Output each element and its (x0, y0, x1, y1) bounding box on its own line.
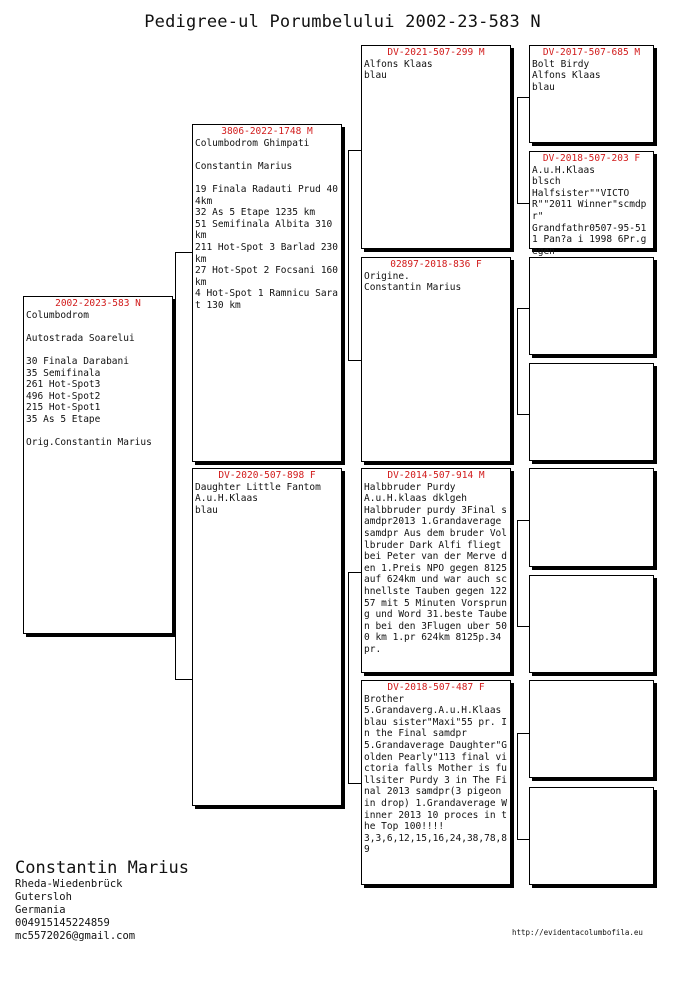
connector (175, 252, 176, 680)
connector (348, 783, 361, 784)
ring-number: DV-2018-507-203 F (542, 153, 641, 164)
pigeon-details: Columbodrom Ghimpati Constantin Marius 19 Finala Radauti Prud 404km 32 As 5 Etape 1235 km 51 Semifinala Albita 310 km 211 Hot-Spot 3 Barlad 230 km 27 Hot-Spot 2 Focsani 160 km 4 Hot-Spot 1 Ramnicu Sarat 130 km (195, 137, 338, 311)
pigeon-card-gen3-4[interactable] (529, 363, 654, 461)
pigeon-card-dam-sire[interactable] (361, 468, 511, 673)
connector (348, 360, 361, 361)
connector (348, 572, 349, 783)
pigeon-card-sire-dam[interactable] (361, 257, 511, 462)
connector (348, 150, 349, 360)
pigeon-details: Halbbruder Purdy A.u.H.klaas dklgeh Halbbruder purdy 3Final samdpr2013 1.Grandaverage samdpr Aus dem bruder Vollbruder Dark Alfi fliegt bei Peter van der Merve den 1.Preis NPO gegen 8125 auf 624km und war auch schnellste Tauben gegen 12257 mit 5 Minuten Vorsprung und Word 31.beste Tauben bei den 3Flugen uber 500 km 1.pr 624km 8125p.34 pr. (364, 481, 507, 655)
pigeon-card-sire[interactable] (192, 124, 342, 462)
connector (517, 733, 529, 734)
pigeon-card-gen3-7[interactable] (529, 680, 654, 778)
owner-phone: 004915145224859 (15, 917, 110, 929)
connector (175, 679, 192, 680)
pigeon-card-subject[interactable] (23, 296, 173, 634)
owner-info (15, 858, 189, 943)
connector (517, 308, 518, 414)
connector (517, 308, 529, 309)
connector (517, 626, 529, 627)
ring-number: DV-2014-507-914 M (387, 470, 485, 481)
owner-region: Gutersloh (15, 891, 72, 903)
pigeon-card-gen3-8[interactable] (529, 787, 654, 885)
owner-email[interactable]: mc5572026@gmail.com (15, 930, 136, 942)
connector (517, 839, 529, 840)
connector (348, 572, 361, 573)
pigeon-card-gen3-2[interactable] (529, 151, 654, 257)
pigeon-card-dam[interactable] (192, 468, 342, 806)
ring-number: DV-2020-507-898 F (218, 470, 316, 481)
ring-number: 02897-2018-836 F (390, 259, 482, 270)
pigeon-details: Alfons Klaas blau (364, 58, 433, 82)
pigeon-details: Columbodrom Autostrada Soarelui 30 Finala Darabani 35 Semifinala 261 Hot-Spot3 496 Hot-Spot2 215 Hot-Spot1 35 As 5 Etape Orig.Constantin Marius (26, 309, 152, 449)
connector (517, 733, 518, 839)
pigeon-details: Brother 5.Grandaverg.A.u.H.Klaas blau sister"Maxi"55 pr. In the Final samdpr 5.Grandaverage Daughter"Golden Pearly"113 final victoria falls Mother is fullsiter Purdy 3 in The Final 2013 samdpr(3 pigeon in drop) 1.Grandaverage Winner 2013 10 proces in the Top 100!!!! 3,3,6,12,15,16,24,38,78,89 (364, 693, 507, 856)
ring-number: 3806-2022-1748 M (221, 126, 313, 137)
pigeon-card-gen3-5[interactable] (529, 468, 654, 567)
owner-name: Constantin Marius (15, 858, 189, 878)
pigeon-card-gen3-6[interactable] (529, 575, 654, 673)
pigeon-card-sire-sire[interactable] (361, 45, 511, 249)
ring-number: DV-2021-507-299 M (387, 47, 485, 58)
pigeon-card-dam-dam[interactable] (361, 680, 511, 885)
connector (517, 520, 529, 521)
connector (517, 414, 529, 415)
pigeon-details: Daughter Little Fantom A.u.H.Klaas blau (195, 481, 321, 516)
connector (517, 97, 529, 98)
owner-city: Rheda-Wiedenbrück (15, 878, 123, 890)
page-title: Pedigree-ul Porumbelului 2002-23-583 N (144, 12, 541, 32)
ring-number: DV-2018-507-487 F (387, 682, 485, 693)
pigeon-card-gen3-1[interactable] (529, 45, 654, 143)
ring-number: DV-2017-507-685 M (542, 47, 641, 58)
connector (517, 97, 518, 203)
pigeon-details: Bolt Birdy Alfons Klaas blau (532, 58, 601, 93)
pigeon-details: Origine. Constantin Marius (364, 270, 462, 294)
owner-country: Germania (15, 904, 66, 916)
connector (517, 520, 518, 626)
connector (175, 252, 192, 253)
connector (517, 203, 529, 204)
pigeon-card-gen3-3[interactable] (529, 257, 654, 355)
website-link[interactable]: http://evidentacolumbofila.eu (512, 928, 643, 937)
connector (348, 150, 361, 151)
pigeon-details: A.u.H.Klaas blsch Halfsister""VICTOR""2011 Winner"scmdpr" Grandfathr0507-95-511 Pan?a i 1998 6Pr.gegen (532, 164, 647, 257)
ring-number: 2002-2023-583 N (55, 298, 141, 309)
